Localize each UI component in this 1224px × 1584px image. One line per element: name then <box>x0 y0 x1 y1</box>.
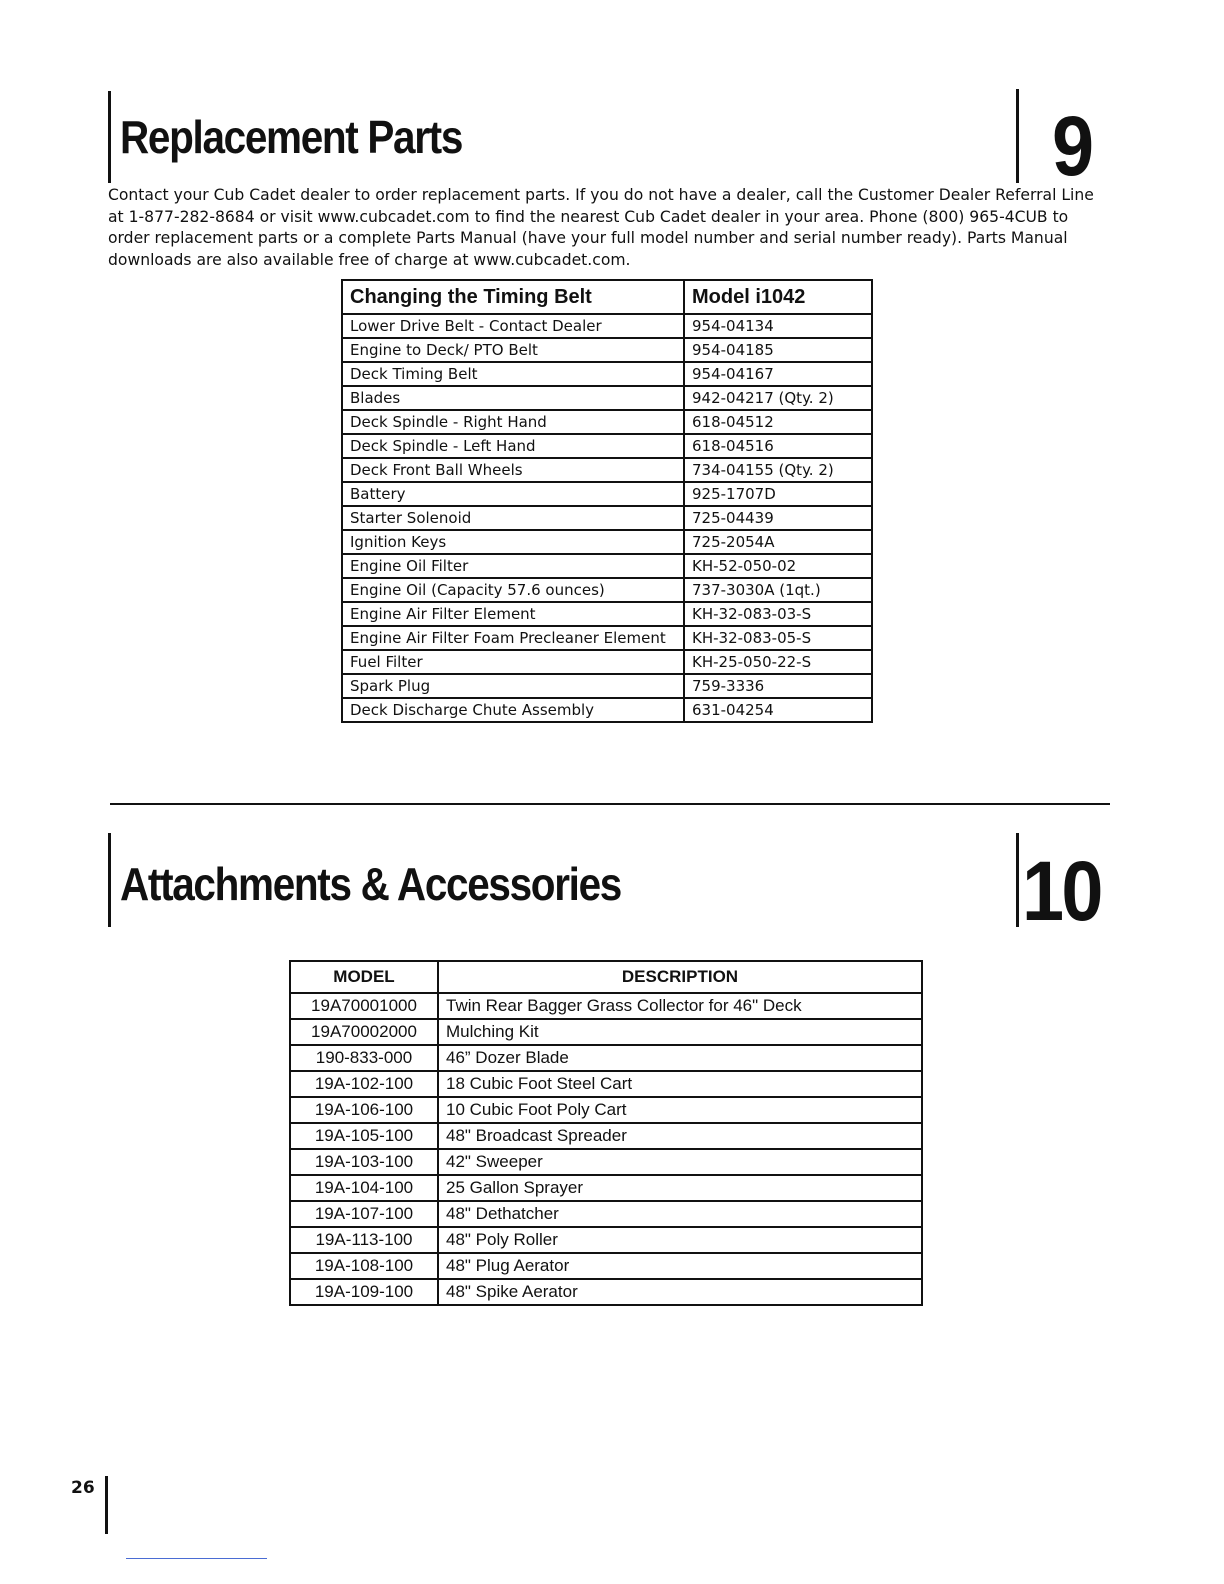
table-row <box>342 674 872 698</box>
part-name-cell: Starter Solenoid <box>342 506 684 530</box>
model-cell: 19A-104-100 <box>290 1175 438 1201</box>
description-cell: 42" Sweeper <box>438 1149 922 1175</box>
model-cell: 19A70002000 <box>290 1019 438 1045</box>
section-9-title: Replacement Parts <box>120 111 463 163</box>
part-name-cell: Blades <box>342 386 684 410</box>
table-row <box>342 506 872 530</box>
table-header-row <box>342 280 872 314</box>
table-row <box>342 650 872 674</box>
description-cell: 48" Spike Aerator <box>438 1279 922 1305</box>
part-number-cell: 925-1707D <box>684 482 872 506</box>
table-row <box>290 1149 922 1175</box>
description-cell: 48" Poly Roller <box>438 1227 922 1253</box>
table-row <box>290 1201 922 1227</box>
table-row <box>342 434 872 458</box>
part-name-cell: Lower Drive Belt - Contact Dealer <box>342 314 684 338</box>
model-cell: 19A-105-100 <box>290 1123 438 1149</box>
description-cell: 10 Cubic Foot Poly Cart <box>438 1097 922 1123</box>
part-number-cell: KH-32-083-05-S <box>684 626 872 650</box>
model-cell: 19A-103-100 <box>290 1149 438 1175</box>
part-name-cell: Deck Spindle - Left Hand <box>342 434 684 458</box>
part-name-cell: Spark Plug <box>342 674 684 698</box>
table-row <box>290 1175 922 1201</box>
table-row <box>342 602 872 626</box>
part-number-cell: 954-04185 <box>684 338 872 362</box>
table-row <box>342 362 872 386</box>
part-name-cell: Deck Front Ball Wheels <box>342 458 684 482</box>
model-cell: 19A-113-100 <box>290 1227 438 1253</box>
table-row <box>342 338 872 362</box>
table-row <box>342 314 872 338</box>
description-cell: Mulching Kit <box>438 1019 922 1045</box>
table-row <box>342 578 872 602</box>
section-10-number: 10 <box>1022 844 1101 938</box>
table-row <box>290 1279 922 1305</box>
model-cell: 19A-106-100 <box>290 1097 438 1123</box>
replacement-parts-intro: Contact your Cub Cadet dealer to order replacement parts. If you do not have a dealer, call the Customer Dealer Referral Line at 1-877-282-8684 or visit www.cubcadet.com to find the nearest Cub Cadet dealer in your area. Phone (800) 965-4CUB to order replacement parts or a complete Parts Manual (have your full model number and serial number ready). Parts Manual downloads are also available free of charge at www.cubcadet.com. <box>108 186 1094 269</box>
part-number-cell: 618-04512 <box>684 410 872 434</box>
part-number-cell: 942-04217 (Qty. 2) <box>684 386 872 410</box>
part-name-cell: Deck Discharge Chute Assembly <box>342 698 684 722</box>
model-cell: 19A-107-100 <box>290 1201 438 1227</box>
section-10-number-bar <box>1016 833 1019 927</box>
part-number-cell: 734-04155 (Qty. 2) <box>684 458 872 482</box>
section-9-number-bar <box>1016 89 1019 183</box>
model-cell: 19A-109-100 <box>290 1279 438 1305</box>
table-row <box>290 1019 922 1045</box>
model-cell: 19A70001000 <box>290 993 438 1019</box>
part-name-cell: Deck Timing Belt <box>342 362 684 386</box>
table-row <box>342 386 872 410</box>
page-number: 26 <box>71 1478 95 1498</box>
table-row <box>290 1045 922 1071</box>
table-row <box>290 1227 922 1253</box>
part-number-cell: 725-2054A <box>684 530 872 554</box>
table-row <box>290 1097 922 1123</box>
table-row <box>290 993 922 1019</box>
table-row <box>342 482 872 506</box>
part-number-cell: 954-04167 <box>684 362 872 386</box>
footer-link-underline <box>126 1558 267 1559</box>
description-cell: 25 Gallon Sprayer <box>438 1175 922 1201</box>
table-row <box>342 626 872 650</box>
description-cell: 48" Plug Aerator <box>438 1253 922 1279</box>
model-cell: 19A-108-100 <box>290 1253 438 1279</box>
table-row <box>342 410 872 434</box>
part-number-cell: 954-04134 <box>684 314 872 338</box>
part-number-cell: 737-3030A (1qt.) <box>684 578 872 602</box>
column-header-model: Model i1042 <box>684 280 872 314</box>
description-cell: 48" Broadcast Spreader <box>438 1123 922 1149</box>
section-divider <box>110 803 1110 805</box>
model-cell: 19A-102-100 <box>290 1071 438 1097</box>
table-header-row <box>290 961 922 993</box>
part-number-cell: 725-04439 <box>684 506 872 530</box>
description-cell: 46” Dozer Blade <box>438 1045 922 1071</box>
description-cell: 18 Cubic Foot Steel Cart <box>438 1071 922 1097</box>
section-9-number: 9 <box>1052 99 1092 193</box>
table-row <box>342 698 872 722</box>
part-name-cell: Battery <box>342 482 684 506</box>
part-name-cell: Fuel Filter <box>342 650 684 674</box>
part-name-cell: Engine Air Filter Foam Precleaner Element <box>342 626 684 650</box>
section-10-title-bar <box>108 833 111 927</box>
table-row <box>342 554 872 578</box>
section-10-title: Attachments & Accessories <box>120 858 621 910</box>
part-number-cell: 618-04516 <box>684 434 872 458</box>
part-name-cell: Engine Air Filter Element <box>342 602 684 626</box>
table-row <box>342 530 872 554</box>
table-row <box>342 458 872 482</box>
replacement-parts-table <box>341 279 873 723</box>
description-cell: Twin Rear Bagger Grass Collector for 46" Deck <box>438 993 922 1019</box>
section-9-title-bar <box>108 91 111 183</box>
part-number-cell: KH-25-050-22-S <box>684 650 872 674</box>
part-name-cell: Deck Spindle - Right Hand <box>342 410 684 434</box>
table-row <box>290 1253 922 1279</box>
part-number-cell: 759-3336 <box>684 674 872 698</box>
part-name-cell: Engine Oil Filter <box>342 554 684 578</box>
column-header-part: Changing the Timing Belt <box>342 280 684 314</box>
part-name-cell: Engine Oil (Capacity 57.6 ounces) <box>342 578 684 602</box>
column-header-description: DESCRIPTION <box>438 961 922 993</box>
page-number-bar <box>105 1476 108 1534</box>
attachments-table <box>289 960 923 1306</box>
table-row <box>290 1123 922 1149</box>
part-name-cell: Ignition Keys <box>342 530 684 554</box>
column-header-model: MODEL <box>290 961 438 993</box>
part-number-cell: 631-04254 <box>684 698 872 722</box>
part-name-cell: Engine to Deck/ PTO Belt <box>342 338 684 362</box>
model-cell: 190-833-000 <box>290 1045 438 1071</box>
table-row <box>290 1071 922 1097</box>
description-cell: 48" Dethatcher <box>438 1201 922 1227</box>
part-number-cell: KH-32-083-03-S <box>684 602 872 626</box>
part-number-cell: KH-52-050-02 <box>684 554 872 578</box>
